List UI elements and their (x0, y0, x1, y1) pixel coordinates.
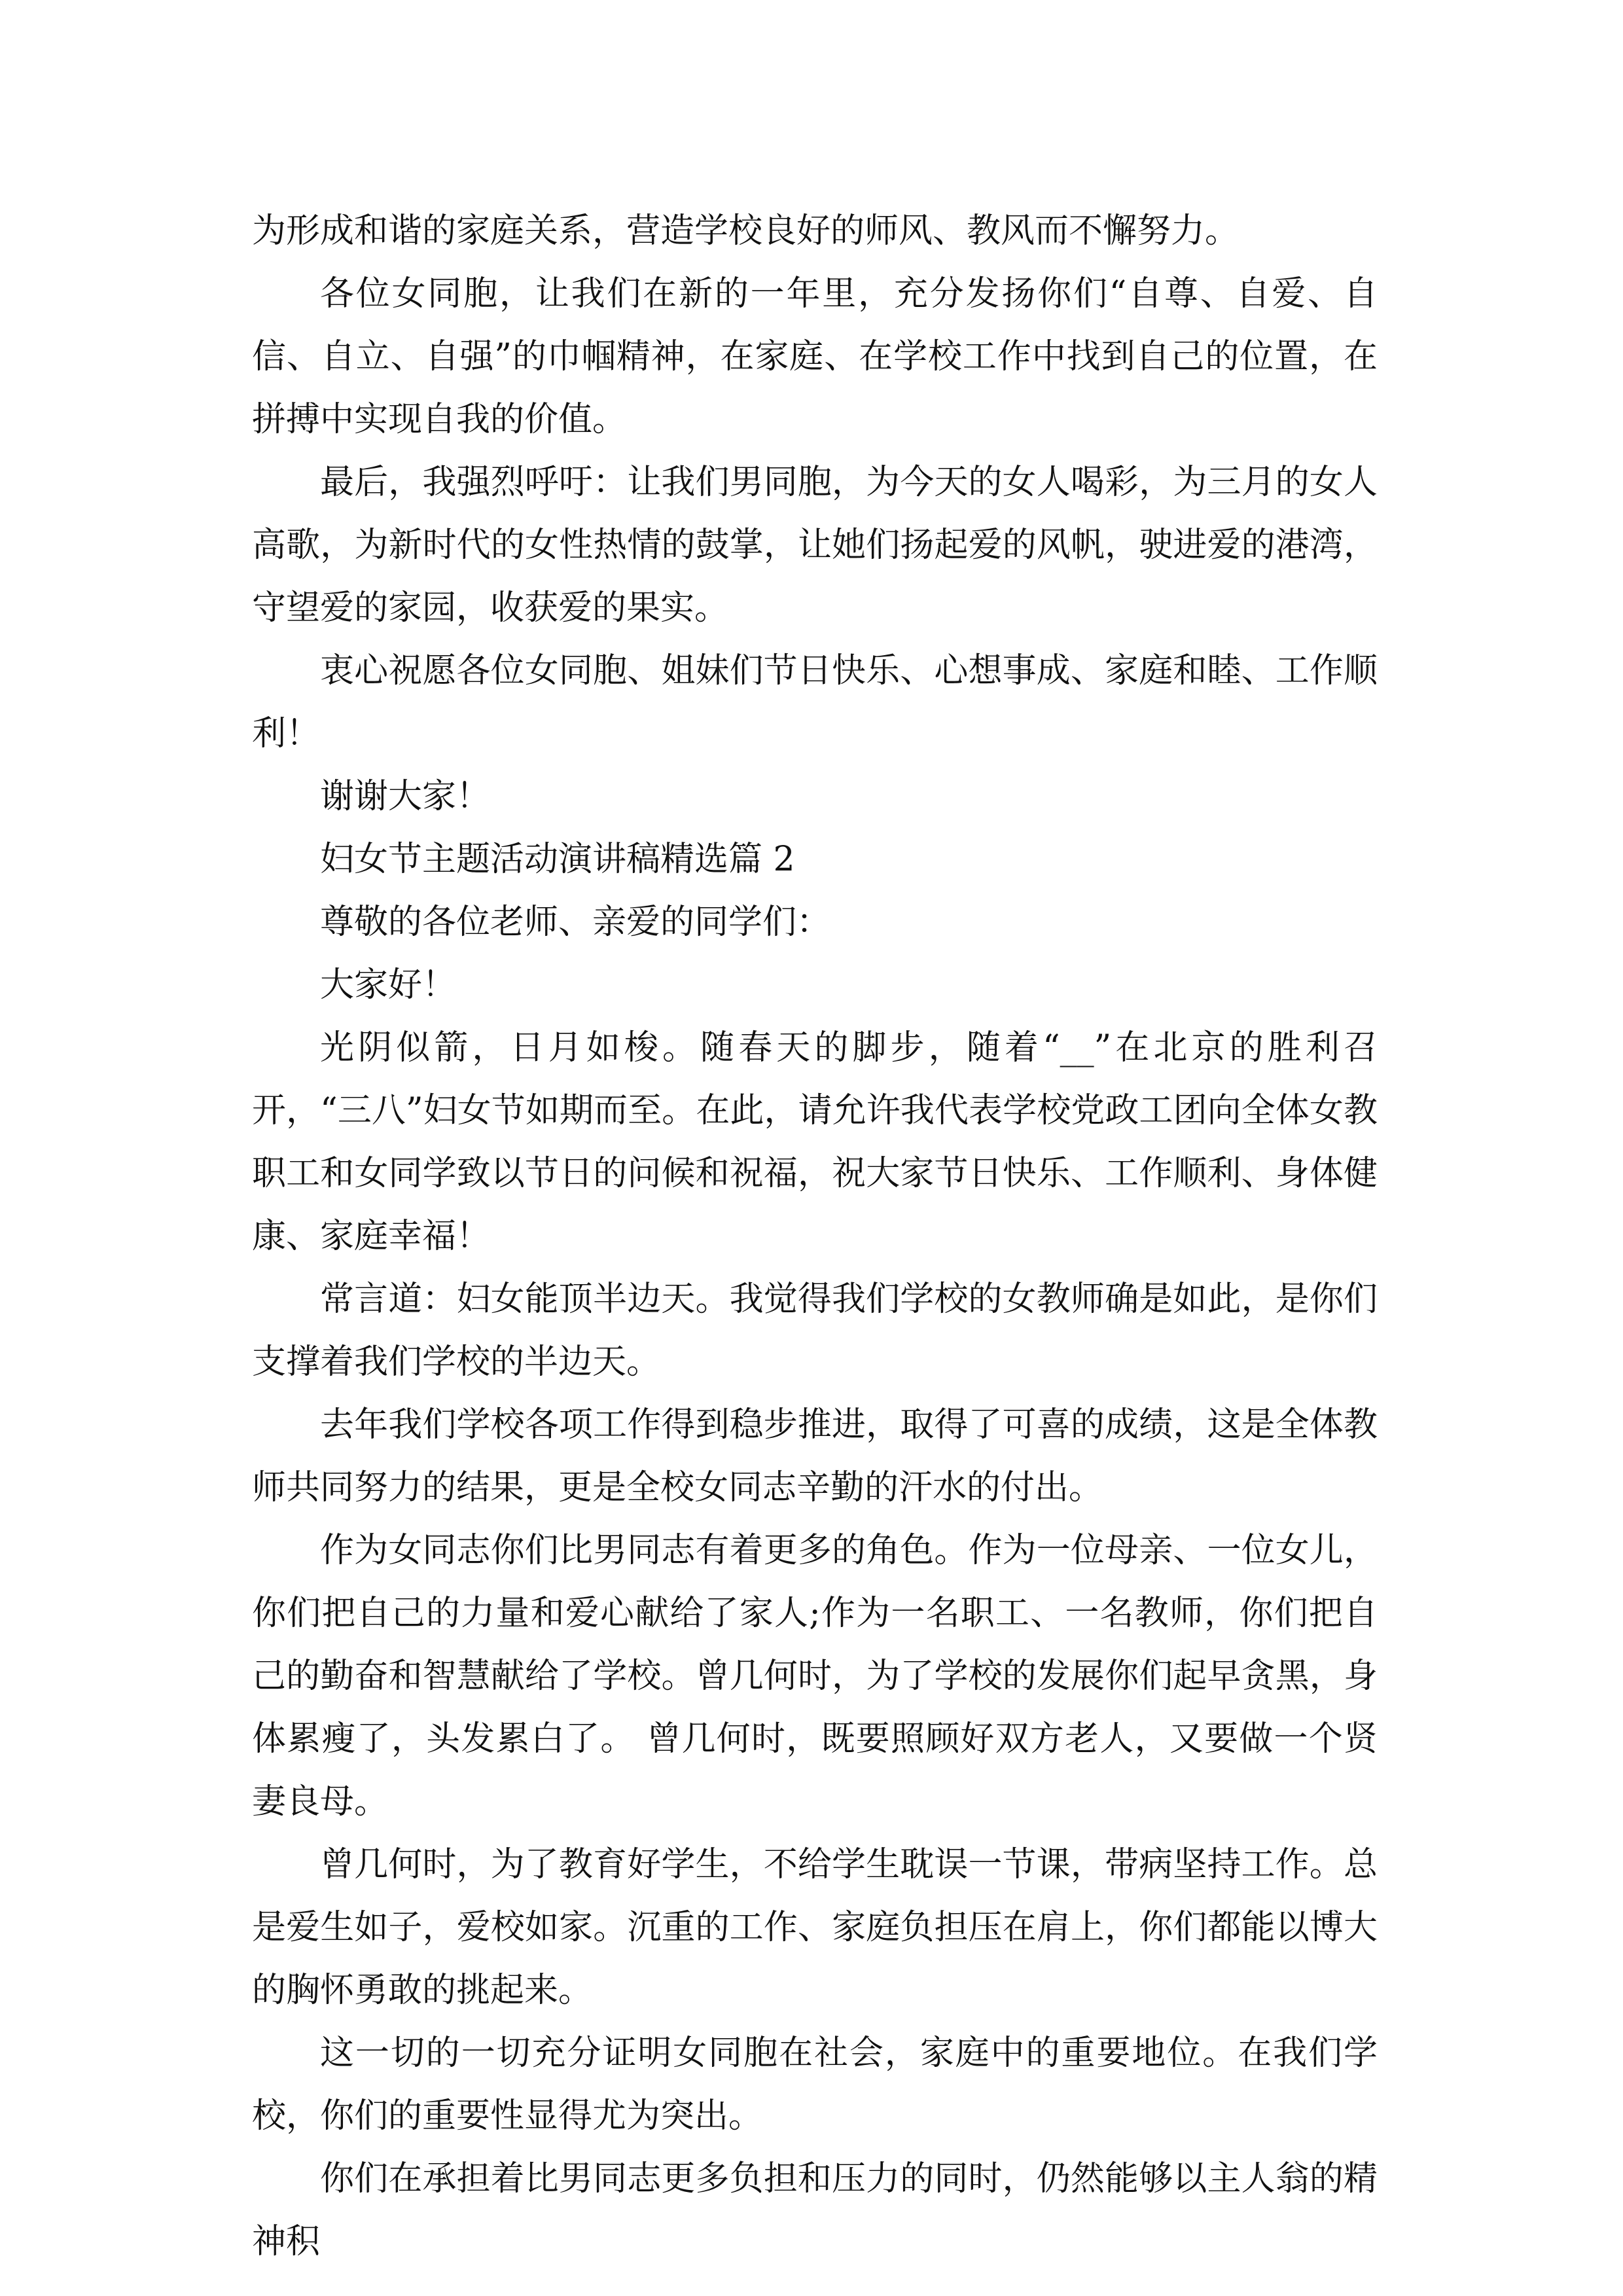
paragraph: 曾几何时，为了教育好学生，不给学生耽误一节课，带病坚持工作。总是爱生如子，爱校如家。沉重的工作、家庭负担压在肩上，你们都能以博大的胸怀勇敢的挑起来。 (252, 1845, 1378, 2010)
paragraph: 去年我们学校各项工作得到稳步推进，取得了可喜的成绩，这是全体教师共同努力的结果，更是全校女同志辛勤的汗水的付出。 (252, 1405, 1378, 1507)
paragraph: 这一切的一切充分证明女同胞在社会，家庭中的重要地位。在我们学校，你们的重要性显得尤为突出。 (252, 2034, 1378, 2136)
section-title: 妇女节主题活动演讲稿精选篇 2 (320, 840, 795, 879)
paragraph: 为形成和谐的家庭关系，营造学校良好的师风、教风而不懈努力。 (252, 211, 1240, 251)
paragraph: 衷心祝愿各位女同胞、姐妹们节日快乐、心想事成、家庭和睦、工作顺利！ (252, 651, 1378, 753)
document-body (252, 200, 1378, 2273)
greeting: 大家好！ (320, 965, 457, 1005)
paragraph: 你们在承担着比男同志更多负担和压力的同时，仍然能够以主人翁的精神积 (252, 2159, 1378, 2261)
paragraph: 各位女同胞，让我们在新的一年里，充分发扬你们“自尊、自爱、自信、自立、自强”的巾帼精神，在家庭、在学校工作中找到自己的位置，在拼搏中实现自我的价值。 (252, 274, 1378, 439)
paragraph: 作为女同志你们比男同志有着更多的角色。作为一位母亲、一位女儿，你们把自己的力量和爱心献给了家人;作为一名职工、一名教师，你们把自己的勤奋和智慧献给了学校。曾几何时，为了学校的发展你们起早贪黑，身体累瘦了，头发累白了。 曾几何时，既要照顾好双方老人，又要做一个贤妻良母。 (252, 1531, 1378, 1821)
paragraph: 常言道：妇女能顶半边天。我觉得我们学校的女教师确是如此，是你们支撑着我们学校的半边天。 (252, 1280, 1378, 1382)
paragraph: 最后，我强烈呼吁：让我们男同胞，为今天的女人喝彩，为三月的女人高歌，为新时代的女性热情的鼓掌，让她们扬起爱的风帆，驶进爱的港湾，守望爱的家园，收获爱的果实。 (252, 463, 1378, 628)
salutation: 尊敬的各位老师、亲爱的同学们： (320, 903, 831, 942)
paragraph: 光阴似箭，日月如梭。随春天的脚步，随着“__”在北京的胜利召开，“三八”妇女节如期而至。在此，请允许我代表学校党政工团向全体女教职工和女同学致以节日的问候和祝福，祝大家节日快乐、工作顺利、身体健康、家庭幸福！ (252, 1028, 1378, 1256)
paragraph: 谢谢大家！ (320, 777, 491, 816)
